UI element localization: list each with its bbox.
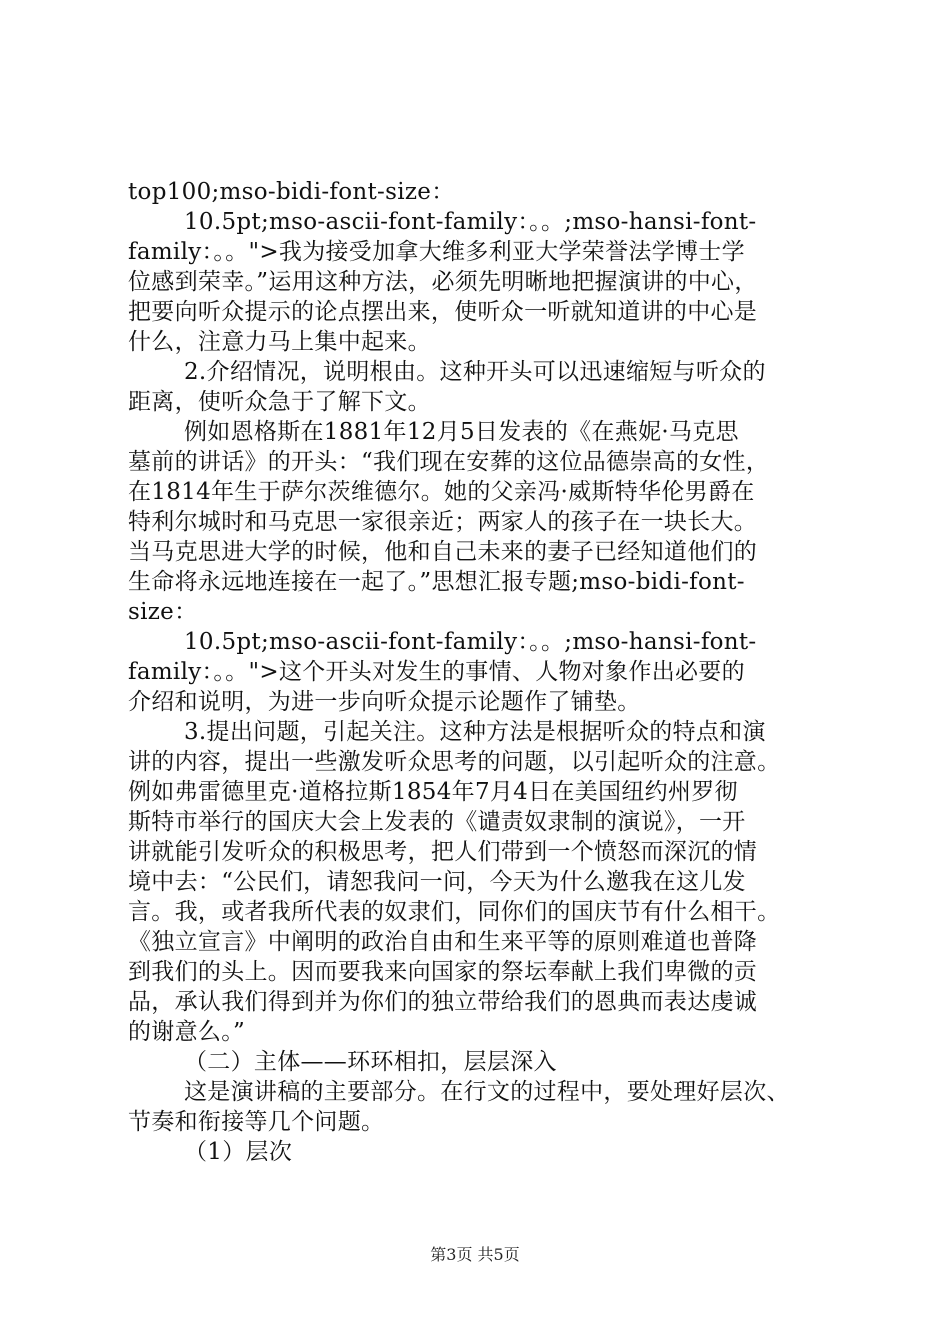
text-line: 例如弗雷德里克·道格拉斯1854年7月4日在美国纽约州罗彻 bbox=[128, 779, 738, 805]
document-body bbox=[128, 177, 838, 1167]
text-line: 境中去：“公民们，请恕我问一问，今天为什么邀我在这儿发 bbox=[128, 869, 746, 895]
text-line: 3.提出问题，引起关注。这种方法是根据听众的特点和演 bbox=[184, 719, 766, 745]
text-line: 特利尔城时和马克思一家很亲近；两家人的孩子在一块长大。 bbox=[128, 509, 758, 535]
page-footer: 第3页 共5页 bbox=[430, 1245, 520, 1264]
text-line: 讲的内容，提出一些激发听众思考的问题，以引起听众的注意。 bbox=[128, 749, 781, 775]
text-line: （1）层次 bbox=[184, 1139, 293, 1165]
text-line: 距离，使听众急于了解下文。 bbox=[128, 389, 431, 415]
text-line: 生命将永远地连接在一起了。”思想汇报专题;mso-bidi-font- bbox=[128, 569, 745, 595]
text-line: 到我们的头上。因而要我来向国家的祭坛奉献上我们卑微的贡 bbox=[128, 959, 758, 985]
text-line: top100;mso-bidi-font-size： bbox=[128, 179, 455, 205]
text-line: 墓前的讲话》的开头：“我们现在安葬的这位品德崇高的女性， bbox=[128, 449, 770, 475]
text-line: 位感到荣幸。”运用这种方法，必须先明晰地把握演讲的中心， bbox=[128, 269, 758, 295]
text-line: 《独立宣言》中阐明的政治自由和生来平等的原则难道也普降 bbox=[128, 929, 758, 955]
text-line: （二）主体——环环相扣，层层深入 bbox=[184, 1049, 557, 1075]
text-line: family：。。">我为接受加拿大维多利亚大学荣誉法学博士学 bbox=[128, 239, 745, 265]
text-line: 当马克思进大学的时候，他和自己未来的妻子已经知道他们的 bbox=[128, 539, 758, 565]
text-line: 节奏和衔接等几个问题。 bbox=[128, 1109, 385, 1135]
text-line: 的谢意么。” bbox=[128, 1019, 246, 1045]
text-line: 介绍和说明，为进一步向听众提示论题作了铺垫。 bbox=[128, 689, 641, 715]
text-line: 斯特市举行的国庆大会上发表的《谴责奴隶制的演说》，一开 bbox=[128, 809, 746, 835]
text-line: size： bbox=[128, 599, 198, 625]
text-line: 2.介绍情况，说明根由。这种开头可以迅速缩短与听众的 bbox=[184, 359, 766, 385]
text-line: 讲就能引发听众的积极思考，把人们带到一个愤怒而深沉的情 bbox=[128, 839, 758, 865]
text-line: 10.5pt;mso-ascii-font-family：。。;mso-hansi-font- bbox=[184, 209, 757, 235]
text-line: 什么，注意力马上集中起来。 bbox=[128, 329, 431, 355]
text-line: 把要向听众提示的论点摆出来，使听众一听就知道讲的中心是 bbox=[128, 299, 758, 325]
text-line: 10.5pt;mso-ascii-font-family：。。;mso-hansi-font- bbox=[184, 629, 757, 655]
text-line: 在1814年生于萨尔茨维德尔。她的父亲冯·威斯特华伦男爵在 bbox=[128, 479, 755, 505]
text-line: 例如恩格斯在1881年12月5日发表的《在燕妮·马克思 bbox=[184, 419, 739, 445]
text-line: 这是演讲稿的主要部分。在行文的过程中，要处理好层次、 bbox=[184, 1079, 790, 1105]
text-line: 言。我，或者我所代表的奴隶们，同你们的国庆节有什么相干。 bbox=[128, 899, 781, 925]
text-line: family：。。">这个开头对发生的事情、人物对象作出必要的 bbox=[128, 659, 745, 685]
text-line: 品，承认我们得到并为你们的独立带给我们的恩典而表达虔诚 bbox=[128, 989, 758, 1015]
